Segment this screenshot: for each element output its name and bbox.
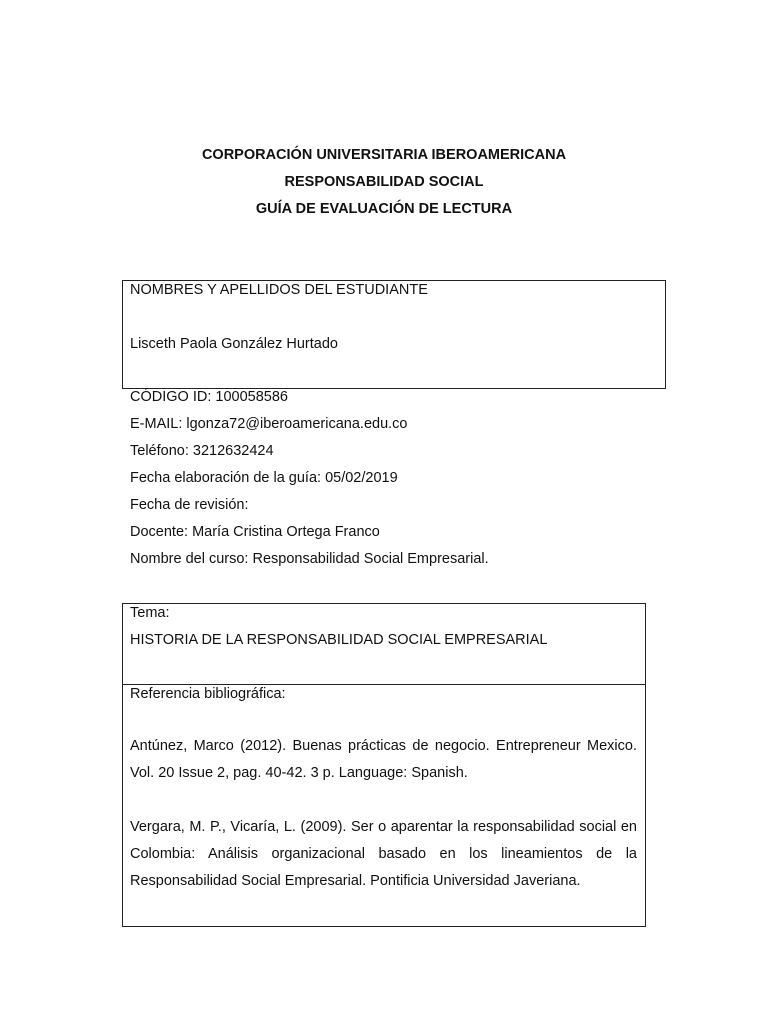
institution-title: CORPORACIÓN UNIVERSITARIA IBEROAMERICANA bbox=[201, 147, 567, 163]
subject-title: RESPONSABILIDAD SOCIAL bbox=[284, 174, 484, 190]
references-label: Referencia bibliográfica: bbox=[130, 686, 286, 702]
topic-value: HISTORIA DE LA RESPONSABILIDAD SOCIAL EMPRESARIAL bbox=[130, 632, 548, 648]
student-code: CÓDIGO ID: 100058586 bbox=[130, 389, 288, 405]
student-name: Lisceth Paola González Hurtado bbox=[130, 336, 338, 352]
topic-label: Tema: bbox=[130, 605, 170, 621]
reference-item: Vergara, M. P., Vicaría, L. (2009). Ser o aparentar la responsabilidad social en Colombia: Análisis organizacional basado en los lineamientos de la Responsabilidad Social Empresarial. Pontificia Universidad Javeriana. bbox=[130, 819, 637, 889]
creation-date: Fecha elaboración de la guía: 05/02/2019 bbox=[130, 470, 398, 486]
document-title: GUÍA DE EVALUACIÓN DE LECTURA bbox=[255, 201, 513, 217]
student-phone: Teléfono: 3212632424 bbox=[130, 443, 274, 459]
student-name-label: NOMBRES Y APELLIDOS DEL ESTUDIANTE bbox=[130, 282, 428, 298]
teacher-name: Docente: María Cristina Ortega Franco bbox=[130, 524, 380, 540]
review-date: Fecha de revisión: bbox=[130, 497, 249, 513]
reference-item: Antúnez, Marco (2012). Buenas prácticas de negocio. Entrepreneur Mexico. Vol. 20 Issue 2, pag. 40-42. 3 p. Language: Spanish. bbox=[130, 738, 637, 781]
student-email: E-MAIL: lgonza72@iberoamericana.edu.co bbox=[130, 416, 408, 432]
course-name: Nombre del curso: Responsabilidad Social Empresarial. bbox=[130, 551, 489, 567]
